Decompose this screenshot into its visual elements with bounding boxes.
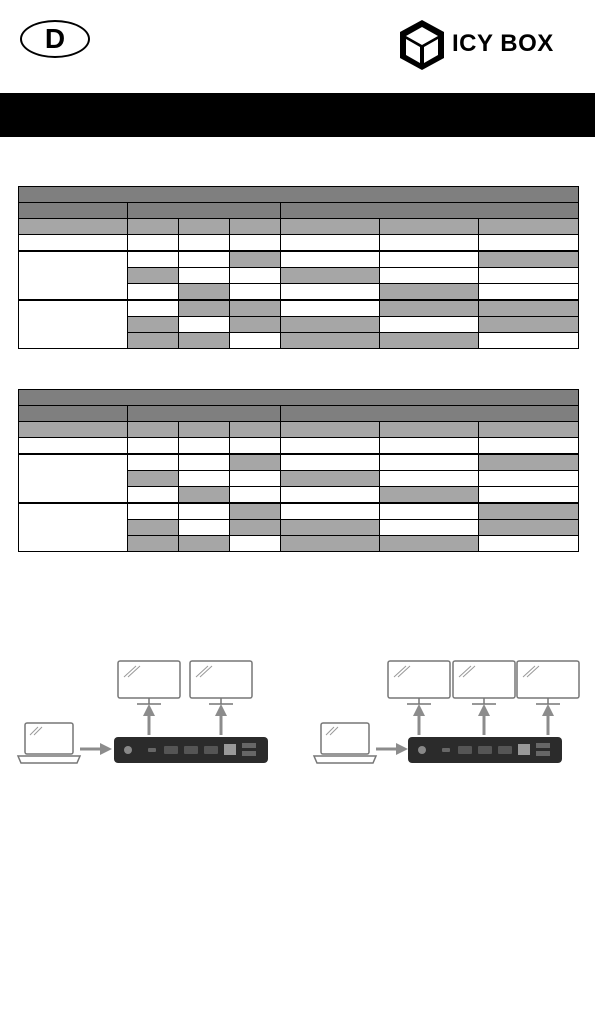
table-row [19, 235, 579, 252]
monitor-icon [388, 661, 450, 704]
docking-station-icon [114, 737, 268, 763]
table-row [19, 422, 579, 438]
table-row [19, 438, 579, 455]
connection-diagrams [0, 655, 595, 775]
table-row [19, 503, 579, 520]
monitor-icon [118, 661, 180, 704]
brand-name: ICY BOX [452, 30, 554, 57]
monitor-icon [190, 661, 252, 704]
language-code: D [44, 23, 66, 54]
table-row [19, 390, 579, 406]
docking-station-icon [408, 737, 562, 763]
resolution-table-1 [18, 186, 579, 349]
icybox-cube-icon [400, 20, 444, 70]
table-row [19, 219, 579, 235]
monitor-icon [453, 661, 515, 704]
laptop-icon [314, 723, 376, 763]
monitor-icon [517, 661, 579, 704]
table-row [19, 300, 579, 317]
resolution-table-2 [18, 389, 579, 552]
table-row [19, 454, 579, 471]
language-badge [20, 20, 90, 58]
section-title-bar [0, 93, 595, 137]
laptop-icon [18, 723, 80, 763]
table-row [19, 251, 579, 268]
table-row [19, 187, 579, 203]
table-row [19, 406, 579, 422]
table-row [19, 203, 579, 219]
